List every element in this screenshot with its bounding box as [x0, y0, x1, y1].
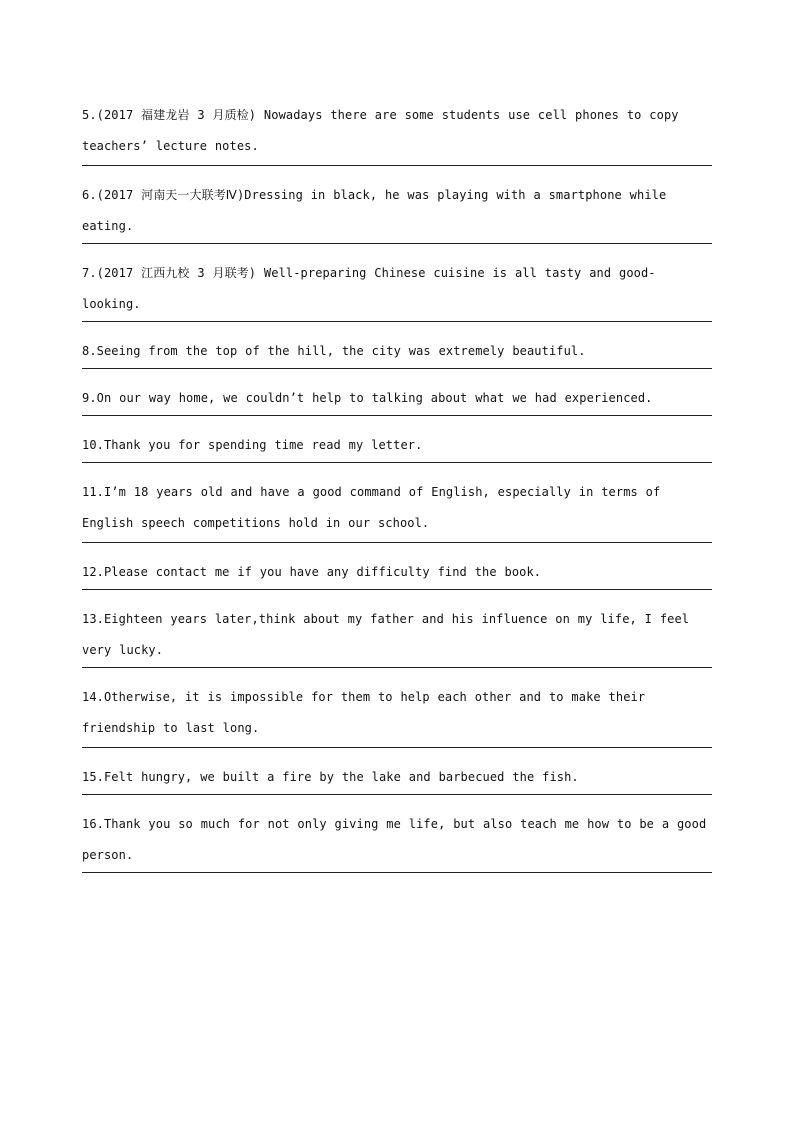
exercise-item-9 — [82, 383, 712, 416]
answer-line[interactable] — [82, 462, 712, 463]
exercise-sentence: 12.Please contact me if you have any difficulty find the book. — [82, 565, 542, 579]
exercise-sentence: 6.(2017 河南天一大联考Ⅳ)Dressing in black, he was playing with a smartphone while eating. — [82, 188, 667, 233]
answer-line[interactable] — [82, 321, 712, 322]
exercise-item-16 — [82, 809, 712, 873]
answer-line[interactable] — [82, 667, 712, 668]
exercise-sentence: 13.Eighteen years later,think about my father and his influence on my life, I feel very lucky. — [82, 612, 690, 657]
answer-line[interactable] — [82, 243, 712, 244]
exercise-item-5 — [82, 100, 712, 166]
exercise-item-7 — [82, 258, 712, 322]
exercise-item-15 — [82, 762, 712, 795]
exercise-item-6 — [82, 180, 712, 244]
worksheet-page — [82, 100, 712, 887]
answer-line[interactable] — [82, 368, 712, 369]
exercise-item-14 — [82, 682, 712, 748]
exercise-sentence: 15.Felt hungry, we built a fire by the lake and barbecued the fish. — [82, 770, 579, 784]
exercise-sentence: 8.Seeing from the top of the hill, the city was extremely beautiful. — [82, 344, 586, 358]
answer-line[interactable] — [82, 589, 712, 590]
exercise-item-10 — [82, 430, 712, 463]
exercise-sentence: 11.I’m 18 years old and have a good command of English, especially in terms of English speech competitions hold in our school. — [82, 485, 661, 530]
exercise-sentence: 10.Thank you for spending time read my letter. — [82, 438, 423, 452]
exercise-item-8 — [82, 336, 712, 369]
exercise-sentence: 7.(2017 江西九校 3 月联考) Well-preparing Chinese cuisine is all tasty and good-looking. — [82, 266, 656, 311]
exercise-sentence: 5.(2017 福建龙岩 3 月质检) Nowadays there are some students use cell phones to copy teachers’ lecture notes. — [82, 108, 679, 153]
exercise-item-13 — [82, 604, 712, 668]
answer-line[interactable] — [82, 415, 712, 416]
exercise-item-11 — [82, 477, 712, 543]
exercise-sentence: 9.On our way home, we couldn’t help to talking about what we had experienced. — [82, 391, 653, 405]
exercise-sentence: 14.Otherwise, it is impossible for them to help each other and to make their friendship to last long. — [82, 690, 646, 735]
answer-line[interactable] — [82, 872, 712, 873]
answer-line[interactable] — [82, 542, 712, 543]
exercise-sentence: 16.Thank you so much for not only giving me life, but also teach me how to be a good person. — [82, 817, 707, 862]
exercise-item-12 — [82, 557, 712, 590]
answer-line[interactable] — [82, 165, 712, 166]
answer-line[interactable] — [82, 794, 712, 795]
answer-line[interactable] — [82, 747, 712, 748]
